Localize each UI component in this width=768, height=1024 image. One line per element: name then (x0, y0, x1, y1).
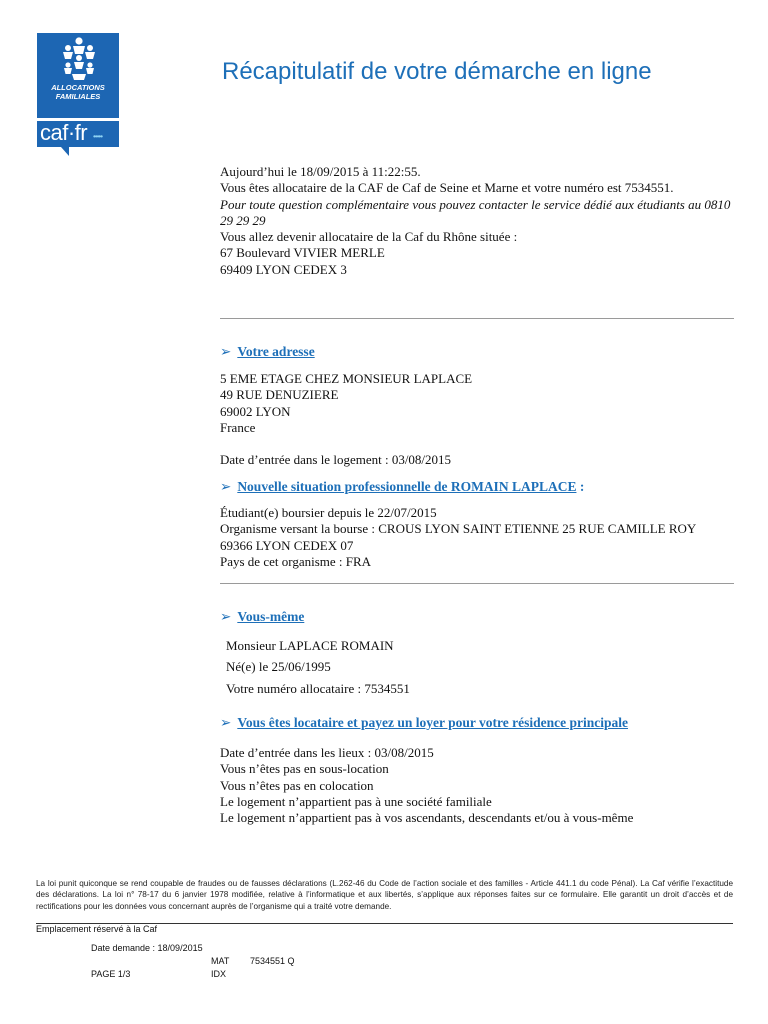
arrow-icon: ➢ (220, 479, 232, 494)
intro-new-caf: Vous allez devenir allocataire de la Caf du Rhône située : (220, 229, 518, 245)
divider (220, 583, 734, 584)
intro-question: Pour toute question complémentaire vous pouvez contacter le service dédié aux étudiants au 0810 29 29 29 (220, 196, 731, 228)
self-birth: Né(e) le 25/06/1995 (226, 659, 331, 674)
intro-address-line2: 69409 LYON CEDEX 3 (220, 261, 347, 277)
arrow-icon: ➢ (220, 715, 232, 730)
rent-line4: Le logement n’appartient pas à une société familiale (220, 793, 492, 809)
professional-line3: Pays de cet organisme : FRA (220, 553, 372, 569)
logo-brand-line1: ALLOCATIONS (51, 83, 105, 92)
rent-block (220, 745, 734, 826)
section-heading-rent (220, 715, 628, 731)
professional-line1: Étudiant(e) boursier depuis le 22/07/2015 (220, 505, 437, 520)
section-heading-self (220, 609, 304, 625)
legal-notice: La loi punit quiconque se rend coupable de fraudes ou de fausses déclarations (L.262-46 du Code de l’action sociale et des familles - Article 441.1 du code Pénal). La Caf vérifie l’exactitude des déclarations. La loi n° 78-17 du 6 janvier 1978 modifiée, relative à l’informatique et aux libertés, s’applique aux réponses faites sur ce formulaire. Elle garantit un droit d’accès et de rectifications pour les données vous concernant auprès de l’organisme qui a traité votre demande. (36, 879, 733, 911)
self-number: Votre numéro allocataire : 7534551 (226, 681, 410, 696)
professional-line2: Organisme versant la bourse : CROUS LYON SAINT ETIENNE 25 RUE CAMILLE ROY 69366 LYON CEDEX 07 (220, 521, 696, 553)
divider (220, 318, 734, 319)
logo-wordmark: caf·fr (40, 120, 88, 145)
section-title-rent: Vous êtes locataire et payez un loyer pour votre résidence principale (237, 715, 629, 730)
intro-block (220, 164, 734, 278)
address-line2: 49 RUE DENUZIERE (220, 387, 339, 403)
intro-date: Aujourd’hui le 18/09/2015 à 11:22:55. (220, 164, 421, 179)
logo-dots: ••••• (93, 132, 103, 141)
logo-brand-line2: FAMILIALES (55, 92, 101, 101)
rent-line2: Vous n’êtes pas en sous-location (220, 761, 389, 777)
footer-reserved: Emplacement réservé à la Caf (36, 924, 158, 934)
footer-idx: IDX (211, 969, 227, 979)
footer-mat-value: 7534551 Q (250, 956, 295, 966)
rent-line1: Date d’entrée dans les lieux : 03/08/2015 (220, 745, 434, 760)
section-title-self: Vous-même (237, 609, 305, 624)
self-name: Monsieur LAPLACE ROMAIN (226, 638, 394, 653)
professional-block (220, 505, 734, 570)
family-people-icon (59, 36, 99, 82)
address-entry-date: Date d’entrée dans le logement : 03/08/2015 (220, 452, 452, 467)
caf-logo (37, 33, 121, 155)
arrow-icon: ➢ (220, 609, 232, 624)
rent-line5: Le logement n’appartient pas à vos ascendants, descendants et/ou à vous-même (220, 810, 634, 826)
section-title-address: Votre adresse (237, 344, 315, 359)
footer-date-request: Date demande : 18/09/2015 (91, 943, 203, 953)
intro-address-line1: 67 Boulevard VIVIER MERLE (220, 245, 385, 261)
address-line1: 5 EME ETAGE CHEZ MONSIEUR LAPLACE (220, 371, 473, 386)
footer-mat-label: MAT (211, 956, 230, 966)
intro-allocataire: Vous êtes allocataire de la CAF de Caf de Seine et Marne et votre numéro est 7534551. (220, 180, 674, 196)
rent-line3: Vous n’êtes pas en colocation (220, 777, 374, 793)
logo-brand-text (37, 83, 119, 101)
page-title: Récapitulatif de votre démarche en ligne (222, 58, 652, 85)
arrow-icon: ➢ (220, 344, 232, 359)
address-line4: France (220, 419, 256, 435)
section-heading-professional (220, 479, 584, 495)
logo-speech-tail (61, 147, 69, 156)
footer-page: PAGE 1/3 (91, 969, 131, 979)
section-title-colon: : (576, 479, 585, 494)
address-block (220, 371, 734, 436)
address-line3: 69002 LYON (220, 403, 291, 419)
section-title-professional: Nouvelle situation professionnelle de ROMAIN LAPLACE (237, 479, 577, 494)
section-heading-address (220, 344, 315, 360)
